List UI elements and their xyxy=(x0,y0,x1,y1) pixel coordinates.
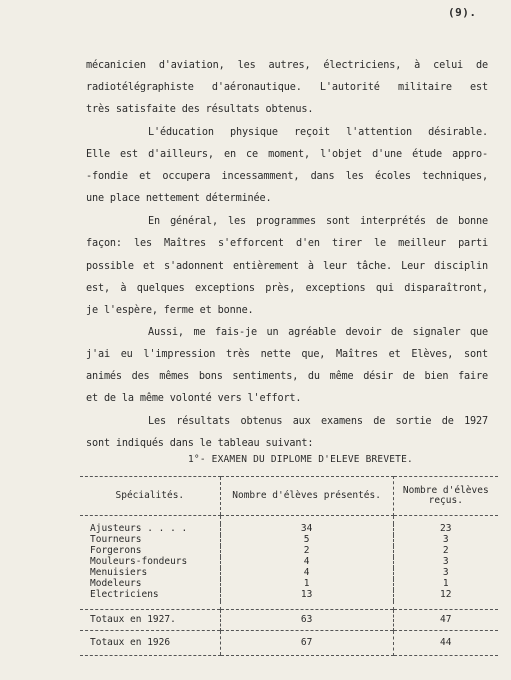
cell-specialite: Modeleurs xyxy=(90,578,142,590)
text-line: Elle est d'ailleurs, en ce moment, l'objet d'une étude appro- xyxy=(86,149,488,160)
text-line: radiotélégraphiste d'aéronautique. L'autorité militaire est xyxy=(86,82,488,93)
cell-presentes: 4 xyxy=(220,557,393,568)
header-specialites: Spécialités. xyxy=(80,477,220,516)
total-recus: 47 xyxy=(393,610,498,631)
text-line: je l'espère, ferme et bonne. xyxy=(86,305,254,316)
page-number: (9). xyxy=(448,6,477,19)
table-row xyxy=(80,535,498,546)
cell-specialite: Mouleurs-fondeurs xyxy=(90,556,188,568)
cell-specialite: Menuisiers xyxy=(90,567,148,579)
total-presentes: 63 xyxy=(220,610,393,631)
text-line: L'éducation physique reçoit l'attention désirable. xyxy=(148,127,488,138)
cell-recus: 3 xyxy=(442,567,449,579)
text-line: une place nettement déterminée. xyxy=(86,193,272,204)
cell-presentes: 1 xyxy=(220,579,393,590)
text-line: très satisfaite des résultats obtenus. xyxy=(86,104,314,115)
text-line: Aussi, me fais-je un agréable devoir de signaler que xyxy=(148,327,488,338)
cell-recus: 2 xyxy=(442,545,449,557)
total-row-1927 xyxy=(80,610,498,631)
text-line: façon: les Maîtres s'efforcent d'en tirer le meilleur parti xyxy=(86,238,488,249)
total-presentes: 67 xyxy=(220,631,393,656)
cell-recus: 3 xyxy=(442,534,449,546)
cell-recus: 23 xyxy=(440,523,452,535)
text-line: est, à quelques exceptions près, exceptions qui disparaîtront, xyxy=(86,283,488,294)
cell-specialite: Electriciens xyxy=(90,589,159,601)
total-row-1926 xyxy=(80,631,498,656)
table-heading: 1°- EXAMEN DU DIPLOME D'ELEVE BREVETE. xyxy=(188,454,413,465)
text-line: sont indiqués dans le tableau suivant: xyxy=(86,438,314,449)
table-row xyxy=(80,590,498,601)
table-row xyxy=(80,568,498,579)
text-line: En général, les programmes sont interprétés de bonne xyxy=(148,216,488,227)
header-recus: Nombre d'élèves reçus. xyxy=(393,477,498,516)
total-label: Totaux en 1927. xyxy=(80,610,220,631)
text-line: mécanicien d'aviation, les autres, électriciens, à celui de xyxy=(86,60,488,71)
cell-recus: 12 xyxy=(440,589,452,601)
text-line: et de la même volonté vers l'effort. xyxy=(86,393,302,404)
cell-presentes: 34 xyxy=(220,524,393,535)
table-row xyxy=(80,524,498,535)
text-line: Les résultats obtenus aux examens de sortie de 1927 xyxy=(148,416,488,427)
header-presentes: Nombre d'élèves présentés. xyxy=(220,477,393,516)
cell-recus: 3 xyxy=(442,556,449,568)
total-recus: 44 xyxy=(393,631,498,656)
cell-presentes: 5 xyxy=(220,535,393,546)
cell-presentes: 13 xyxy=(220,590,393,601)
text-line: -fondie et occupera incessamment, dans les écoles techniques, xyxy=(86,171,488,182)
text-line: possible et s'adonnent entièrement à leur tâche. Leur disciplin xyxy=(86,261,488,272)
results-table xyxy=(80,476,498,656)
cell-recus: 1 xyxy=(442,578,449,590)
cell-specialite: Ajusteurs . . . . xyxy=(90,523,188,535)
cell-presentes: 4 xyxy=(220,568,393,579)
text-line: animés des mêmes bons sentiments, du même désir de bien faire xyxy=(86,371,488,382)
text-line: j'ai eu l'impression très nette que, Maîtres et Elèves, sont xyxy=(86,349,488,360)
cell-specialite: Tourneurs xyxy=(90,534,142,546)
total-label: Totaux en 1926 xyxy=(80,631,220,656)
cell-specialite: Forgerons xyxy=(90,545,142,557)
table-header-row xyxy=(80,477,498,516)
cell-presentes: 2 xyxy=(220,546,393,557)
